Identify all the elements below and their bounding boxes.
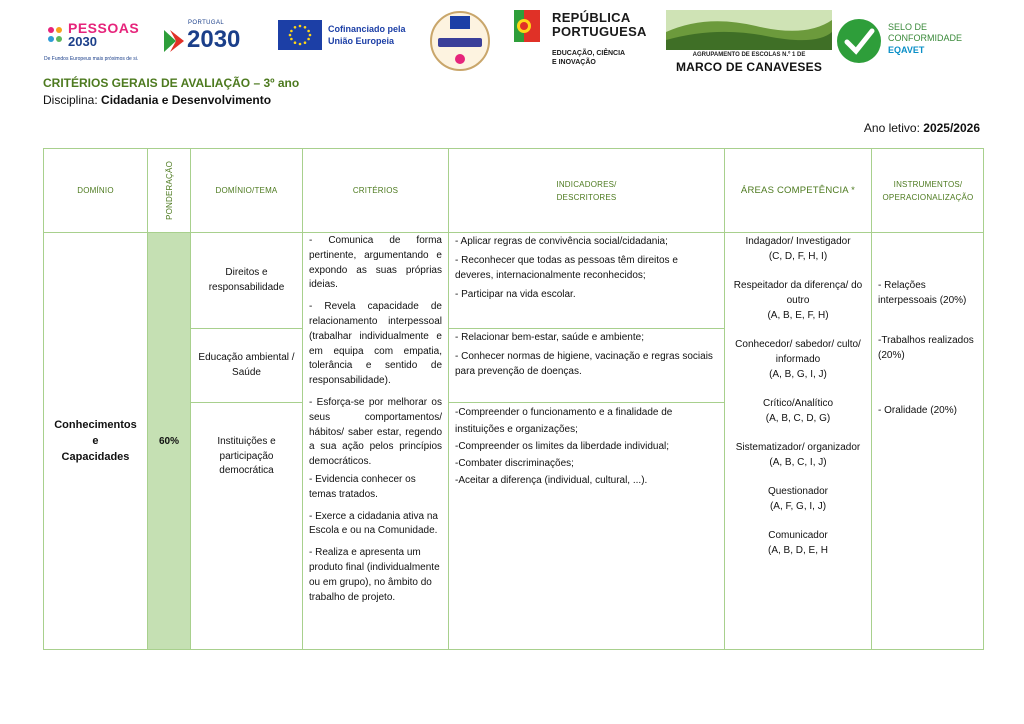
indicador-3-2: -Compreender os limites da liberdade individual; (455, 441, 669, 452)
area-item (733, 396, 863, 426)
indicadores-cell-1 (449, 233, 725, 329)
header-instrumentos (872, 149, 984, 233)
check-circle-icon (836, 18, 882, 64)
pessoas-year: 2030 (68, 34, 97, 49)
header-instrumentos-line-2: OPERACIONALIZAÇÃO (882, 192, 974, 202)
header-indicadores-line-1: INDICADORES/ (556, 179, 617, 189)
ponderacao-cell (148, 233, 191, 649)
tema-2: Educação ambiental / Saúde (198, 352, 295, 378)
tema-1: Direitos e responsabilidade (208, 267, 285, 293)
area-name: Conhecedor/ sabedor/ culto/ informado (735, 339, 861, 365)
dominio-line-3: Capacidades (61, 451, 130, 463)
area-codes: (C, D, F, H, I) (768, 251, 828, 262)
indicador-3-1: -Compreender o funcionamento e a finalidade de instituições e organizações; (455, 407, 673, 435)
indicador-2-1: - Relacionar bem-estar, saúde e ambiente; (455, 332, 644, 343)
criteria-table (43, 148, 984, 650)
indicadores-cell-3 (449, 403, 725, 649)
subject-line (43, 93, 271, 107)
pessoas-name: PESSOAS (68, 20, 140, 36)
areas-cell (725, 233, 872, 649)
logo-strip (40, 8, 984, 72)
area-name: Questionador (767, 486, 829, 497)
instrumento-2: -Trabalhos realizados (20%) (878, 335, 974, 361)
republica-line-1: REPÚBLICA (552, 10, 631, 25)
eu-line-1: Cofinanciado pela (328, 24, 406, 34)
criterio-1: - Comunica de forma pertinente, argumentando e expondo as suas próprias ideias. (309, 235, 442, 291)
area-item (733, 234, 863, 264)
area-codes: (A, F, G, I, J) (769, 501, 827, 512)
indicadores-cell-2 (449, 329, 725, 403)
area-codes: (A, B, E, F, H) (767, 310, 829, 321)
year-value: 2025/2026 (923, 121, 980, 135)
criterio-2: - Revela capacidade de relacionamento interpessoal (trabalhar individualmente e em equipa com empatia, tolerância e sentido de responsabilidade). (309, 301, 442, 387)
escola-seal-icon (424, 10, 496, 72)
criterio-6: - Realiza e apresenta um produto final (individualmente ou em grupo), no âmbito do trabalho de projeto. (309, 547, 440, 603)
criterio-5: - Exerce a cidadania ativa na Escola e ou na Comunidade. (309, 510, 438, 537)
eqavet-line-1: SELO DE (888, 22, 928, 32)
indicador-1-2: - Reconhecer que todas as pessoas têm direitos e deveres, internacionalmente reconhecidos; (455, 254, 678, 281)
area-item (733, 528, 863, 558)
criterio-3: - Esforça-se por melhorar os seus comportamentos/ hábitos/ saber estar, regendo a sua ação pelos princípios democráticos. (309, 396, 442, 468)
pessoas-tagline: De Fundos Europeus mais próximos de si. (44, 56, 139, 62)
header-criterios: CRITÉRIOS (303, 149, 449, 233)
republica-portuguesa-logo (514, 10, 654, 72)
instrumento-1: - Relações interpessoais (20%) (878, 280, 967, 306)
year-label: Ano letivo: (863, 121, 924, 135)
indicador-2-2: - Conhecer normas de higiene, vacinação e regras sociais para prevenção de doenças. (455, 350, 713, 377)
header-dominio: DOMÍNIO (44, 149, 148, 233)
indicador-1-1: - Aplicar regras de convivência social/cidadania; (455, 236, 668, 247)
header-instrumentos-line-1: INSTRUMENTOS/ (893, 179, 963, 189)
school-year (864, 121, 980, 135)
republica-line-4: E INOVAÇÃO (552, 59, 596, 66)
header-ponderacao-label: PONDERAÇÃO (164, 161, 174, 220)
subject-label: Disciplina: (43, 93, 102, 107)
pessoas-dots-icon (44, 24, 66, 46)
eqavet-seal-logo (836, 18, 984, 64)
area-name: Crítico/Analítico (762, 398, 834, 409)
area-item (733, 337, 863, 382)
area-codes: (A, B, G, I, J) (769, 369, 827, 380)
eu-cofinanced-logo (278, 20, 428, 52)
dominio-value (54, 417, 137, 465)
document-title: CRITÉRIOS GERAIS DE AVALIAÇÃO – 3º ano (43, 76, 300, 90)
header-areas: ÁREAS COMPETÊNCIA * (725, 149, 872, 233)
indicador-3-3: -Combater discriminações; (455, 458, 574, 469)
indicador-1-3: - Participar na vida escolar. (455, 288, 576, 300)
area-item (733, 484, 863, 514)
criterio-4: - Evidencia conhecer os temas tratados. (309, 473, 416, 500)
republica-line-2: PORTUGUESA (552, 24, 647, 39)
portugal-2030-number: 2030 (187, 26, 241, 53)
header-indicadores-line-2: DESCRITORES (556, 192, 617, 202)
republica-emblem-icon (514, 10, 540, 42)
dominio-cell (44, 233, 148, 649)
indicador-3-4: -Aceitar a diferença (individual, cultural, ...). (455, 475, 648, 486)
area-item (733, 440, 863, 470)
area-name: Comunicador (768, 530, 828, 541)
eu-flag-icon (278, 20, 322, 50)
hills-landscape-icon (666, 10, 832, 50)
area-name: Indagador/ Investigador (745, 236, 851, 247)
area-codes: (A, B, D, E, H (767, 545, 828, 556)
header-indicadores (449, 149, 725, 233)
portugal-label: PORTUGAL (188, 20, 225, 26)
pessoas-2030-logo (44, 18, 156, 66)
criterios-cell (303, 233, 449, 649)
area-name: Sistematizador/ organizador (735, 442, 861, 453)
tema-cell-2 (191, 329, 303, 403)
area-item (733, 278, 863, 323)
header-ponderacao (148, 149, 191, 233)
agrupamento-line-2: MARCO DE CANAVESES (675, 60, 823, 74)
republica-line-3: EDUCAÇÃO, CIÊNCIA (552, 50, 626, 57)
eqavet-line-3: EQAVET (888, 45, 925, 55)
dominio-line-2: e (92, 435, 99, 447)
header-dominio-tema: DOMÍNIO/TEMA (191, 149, 303, 233)
agrupamento-line-1: AGRUPAMENTO DE ESCOLAS N.º 1 DE (692, 52, 806, 58)
tema-3: Instituições e participação democrática (217, 436, 276, 476)
instrumento-3: - Oralidade (20%) (878, 405, 957, 416)
tema-cell-3 (191, 403, 303, 649)
tema-cell-1 (191, 233, 303, 329)
agrupamento-escolas-logo (666, 10, 832, 72)
eu-line-2: União Europeia (328, 36, 395, 46)
area-codes: (A, B, C, D, G) (765, 413, 831, 424)
portugal-2030-logo (162, 18, 252, 64)
ponderacao-value: 60% (158, 435, 179, 447)
subject-value: Cidadania e Desenvolvimento (101, 93, 272, 107)
escola-estrategica-seal (424, 10, 496, 72)
instrumentos-cell (872, 233, 984, 649)
area-codes: (A, B, C, I, J) (769, 457, 827, 468)
portugal-flag-icon (162, 26, 186, 56)
dominio-line-1: Conhecimentos (54, 419, 137, 431)
area-name: Respeitador da diferença/ do outro (733, 280, 863, 306)
eqavet-line-2: CONFORMIDADE (888, 33, 962, 43)
